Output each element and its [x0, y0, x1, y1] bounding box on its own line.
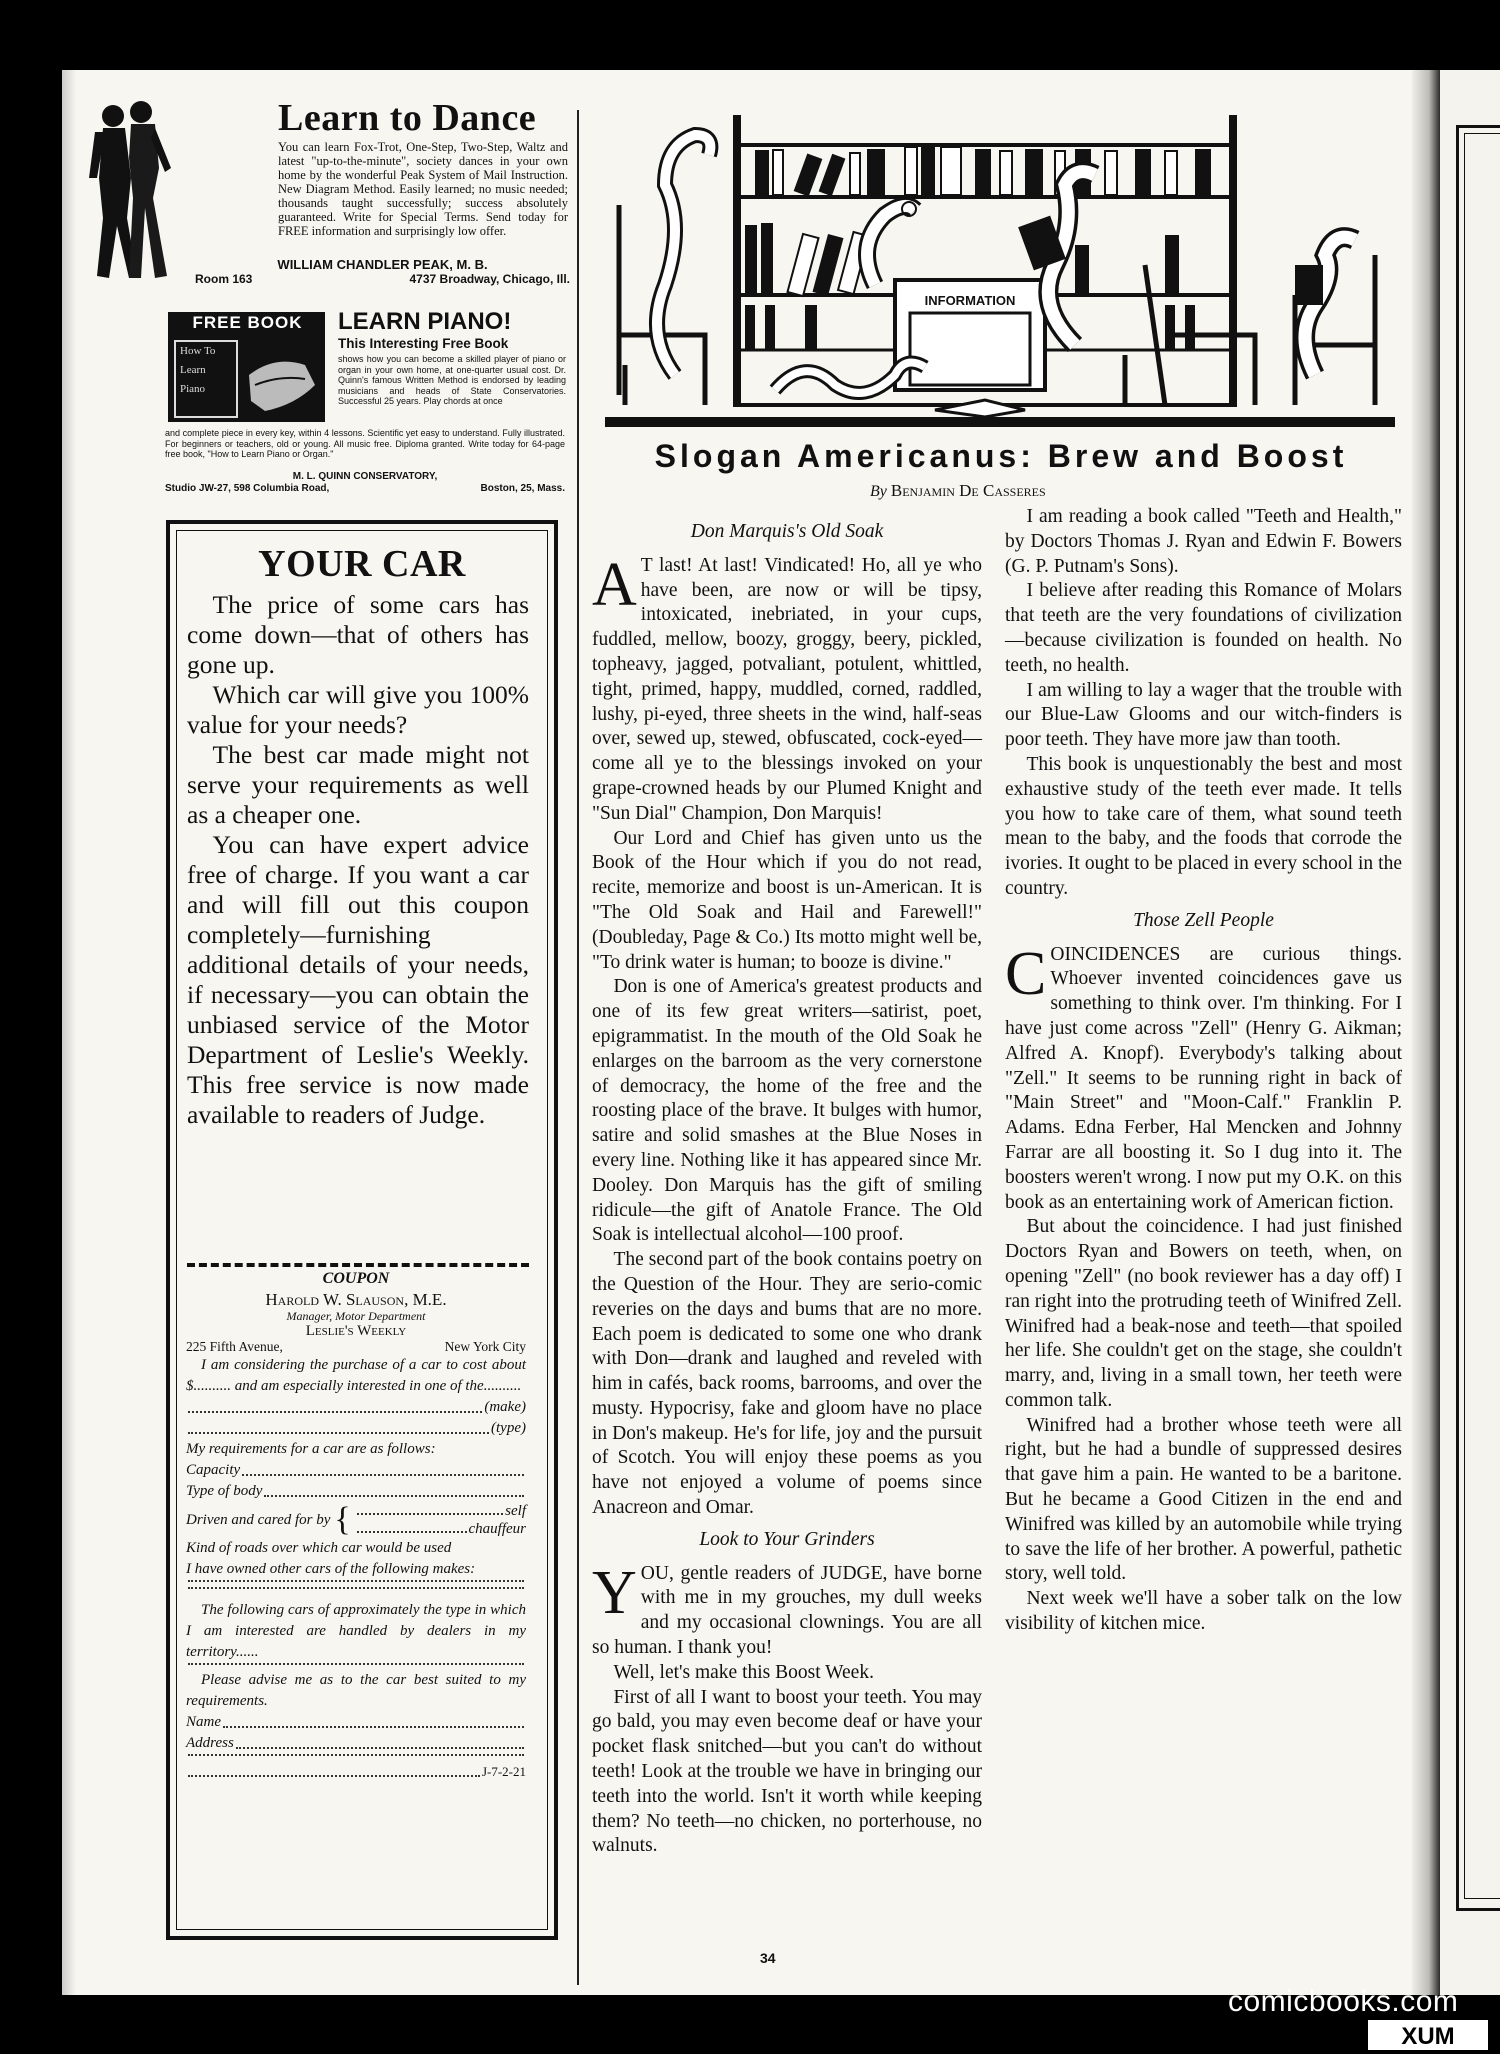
piano-ad-name: M. L. QUINN CONSERVATORY, [292, 471, 438, 482]
coupon-chauffeur-option[interactable]: chauffeur [468, 1521, 526, 1537]
coupon-requirements-label: My requirements for a car are as follows: [186, 1441, 436, 1457]
drop-cap: C [1005, 939, 1047, 1008]
coupon-make-field[interactable] [186, 1397, 526, 1418]
piano-ad-body-continued: and complete piece in every key, within 4 lessons. Scientific yet easy to understand. Fully illustrated. For beginners or teachers, old or young. All music free. Diploma granted. Write today for 64-page free book, "How to Learn Piano or Organ." [165, 428, 565, 459]
article-headline: Slogan Americanus: Brew and Boost [654, 438, 1348, 474]
article-paragraph: Winifred had a brother whose teeth were all right, but he had a bundle of suppressed desires that gave him a pain. He wanted to be a baritone. But he became a Good Citizen in the end and Winifred was killed by an automobile while trying to save the life of her brother. A powerful, pathetic story, well told. [1005, 1414, 1402, 1585]
coupon-purchase-field[interactable]: I am considering the purchase of a car to cost about $.......... and am especially interested in one of the.......... [186, 1357, 526, 1394]
article-paragraph: Our Lord and Chief has given unto us the Book of the Hour which if you do not read, recite, memorize and boost is un-American. It is "The Old Soak and Hail and Farewell!" (Doubleday, Page & Co.) Its motto might well be, "To drink water is human; to booze is divine." [592, 827, 982, 973]
coupon-body-type-label: Type of body [186, 1483, 263, 1499]
article-paragraph: I am willing to lay a wager that the trouble with our Blue-Law Glooms and our witch-finders is poor teeth. They have more jaw than tooth. [1005, 679, 1402, 751]
article-paragraph: This book is unquestionably the best and most exhaustive study of the teeth ever made. It tells you how to take care of them, what sound teeth mean to the baby, and the foods that corrode the ivories. It ought to be placed in every school in the country. [1005, 753, 1402, 899]
coupon-body-type-field[interactable] [186, 1481, 526, 1502]
coupon-name: Harold W. Slauson, M.E. [265, 1290, 447, 1309]
coupon-make-label: (make) [484, 1399, 526, 1415]
coupon-title: COUPON [322, 1270, 390, 1287]
coupon-driven-field[interactable]: Driven and cared for by { self chauffeur [186, 1501, 526, 1538]
dance-ad-title: Learn to Dance [278, 97, 537, 139]
car-ad-paragraph: Which car will give you 100% value for your needs? [187, 680, 529, 739]
coupon-owned-field[interactable]: I have owned other cars of the following makes: [186, 1561, 476, 1577]
information-sign: INFORMATION [924, 293, 1016, 308]
coupon-capacity-label: Capacity [186, 1462, 241, 1478]
coupon-code: J-7-2-21 [481, 1764, 526, 1779]
coupon-blank-line[interactable] [186, 1587, 526, 1594]
coupon-blank-line[interactable] [186, 1580, 526, 1587]
paragraph-text: T last! At last! Vindicated! Ho, all ye who have been, are now or will be tipsy, intoxicated, inebriated, in your cups, fuddled, mellow, boozy, groggy, beery, pickled, topheavy, jagged, potvaliant, potulent, whittled, tight, primed, happy, muddled, corned, raddled, lushy, pi-eyed, three sheets in the wind, half-seas over, sewed up, stewed, obfuscated, cock-eyed—come all ye to the blessings invoked on your grape-crowned heads by our Plumed Knight and "Sun Dial" Champion, Don Marquis! [592, 554, 982, 824]
piano-book-cover [174, 340, 238, 418]
car-coupon [186, 1268, 526, 1782]
dance-ad-address: 4737 Broadway, Chicago, Ill. [409, 272, 570, 286]
coupon-publication: Leslie's Weekly [305, 1323, 407, 1339]
dancing-couple-illustration [75, 98, 185, 283]
book-cover-line: Piano [180, 383, 206, 395]
page-number: 34 [760, 1950, 776, 1966]
coupon-type-field[interactable] [186, 1418, 526, 1439]
car-ad-paragraph: The best car made might not serve your requirements as well as a cheaper one. [187, 740, 529, 829]
facing-page-edge [1440, 70, 1500, 1995]
coupon-blank-line[interactable] [186, 1754, 526, 1761]
bookworm-library-illustration [605, 105, 1395, 430]
article-paragraph [592, 550, 982, 827]
section-title: Those Zell People [1133, 909, 1274, 931]
car-ad-body [187, 590, 529, 1130]
article-column-left [592, 513, 982, 1859]
piano-ad-body: shows how you can become a skilled player of piano or organ in your own home, at one-quarter usual cost. Dr. Quinn's famous Written Method is endorsed by leading musicians and heads of State Conservatories. Successful 25 years. Play chords at once [338, 354, 566, 406]
piano-ad-badge: FREE BOOK [192, 313, 303, 332]
article-paragraph [1005, 939, 1402, 1216]
coupon-city: New York City [444, 1339, 526, 1354]
piano-ad-title: LEARN PIANO! [338, 308, 512, 335]
watermark-text: comicbooks.com [1228, 1985, 1459, 2018]
coupon-code-line [186, 1761, 526, 1782]
coupon-roads-field[interactable]: Kind of roads over which car would be used [186, 1540, 452, 1556]
page-left-edge [62, 70, 76, 1995]
book-cover-line: Learn [180, 364, 206, 376]
car-ad-paragraph: You can have expert advice free of charge. If you want a car and will fill out this coupon completely—furnishing additional details of your needs, if necessary—you can obtain the unbiased service of the Motor Department of Leslie's Weekly. This free service is now made available to readers of Judge. [187, 830, 529, 1129]
coupon-self-option[interactable]: self [505, 1503, 526, 1519]
article-paragraph [592, 1558, 982, 1661]
drop-cap: A [592, 550, 637, 619]
piano-ad-subtitle: This Interesting Free Book [338, 336, 509, 351]
piano-ad-contact [165, 471, 565, 495]
drop-cap: Y [592, 1558, 637, 1627]
article-paragraph: I am reading a book called "Teeth and Health," by Doctors Thomas J. Ryan and Edwin F. Bowers (G. P. Putnam's Sons). [1005, 506, 1402, 577]
dance-ad-name: WILLIAM CHANDLER PEAK, M. B. [277, 257, 488, 272]
car-ad-paragraph: The price of some cars has come down—that of others has gone up. [187, 590, 529, 679]
coupon-capacity-field[interactable] [186, 1460, 526, 1481]
section-title: Look to Your Grinders [699, 1528, 875, 1550]
coupon-role: Manager, Motor Department [286, 1309, 426, 1323]
piano-ad-studio: Studio JW-27, 598 Columbia Road, [165, 483, 330, 494]
dance-ad-contact [195, 258, 570, 286]
car-ad-title: YOUR CAR [258, 543, 466, 585]
coupon-dealers-field[interactable]: The following cars of approximately the type in which I am interested are handled by dealers in my territory...... [186, 1602, 526, 1660]
page-binding-shadow [1412, 70, 1440, 1995]
piano-ad-city: Boston, 25, Mass. [480, 483, 565, 494]
coupon-name-label: Name [186, 1714, 221, 1730]
book-cover-line: How To [180, 345, 216, 357]
article-paragraph: Well, let's make this Boost Week. [613, 1661, 874, 1683]
article-paragraph: But about the coincidence. I had just finished Doctors Ryan and Bowers on teeth, when, on opening "Zell" (no book reviewer has a day off) I ran right into the protruding teeth of Winifred Zell. Winifred had a beak-nose and teeth—that spoiled her life. She couldn't get on the stage, she couldn't marry, and, living in a small town, her teeth were common talk. [1005, 1216, 1402, 1411]
article-byline [870, 481, 1046, 501]
article-paragraph: Next week we'll have a sober talk on the low visibility of kitchen mice. [1005, 1588, 1402, 1635]
coupon-advise-note: Please advise me as to the car best suited to my requirements. [186, 1672, 526, 1709]
section-title: Don Marquis's Old Soak [690, 521, 884, 542]
coupon-street: 225 Fifth Avenue, [186, 1339, 283, 1354]
article-paragraph: I believe after reading this Romance of Molars that teeth are the very foundations of civilization—because civilization is founded on health. No teeth, no health. [1005, 580, 1402, 676]
paragraph-text: OINCIDENCES are curious things. Whoever invented coincidences gave us something to think over. I'm thinking. For I have just come across "Zell" (Henry G. Aikman; Alfred A. Knopf). Everybody's talking about "Zell." It seems to be running right in back of "Main Street" and "Moon-Calf." Franklin P. Adams. Edna Ferber, Hal Mencken and Johnny Farrar are all boosting it. So I dug into it. The boosters weren't wrong. I now put my O.K. on this book as an entertaining work of American fiction. [1005, 943, 1402, 1213]
dance-ad-body: You can learn Fox-Trot, One-Step, Two-Step, Waltz and latest "up-to-the-minute", society dances in your own home by the wonderful Peak System of Mail Instruction. New Diagram Method. Easily learned; no music needed; thousands taught successfully; success absolutely guaranteed. Write for Special Terms. Send today for FREE information and surprisingly low offer. [278, 140, 568, 238]
coupon-driven-label: Driven and cared for by [186, 1511, 331, 1528]
coupon-address-field[interactable] [186, 1733, 526, 1754]
paragraph-text: OU, gentle readers of JUDGE, have borne with me in my grouches, my dull weeks and my occasional clownings. You are all so human. I thank you! [592, 1562, 982, 1659]
facing-page-inner-border [1464, 133, 1500, 1899]
coupon-blank-line[interactable] [186, 1663, 526, 1670]
article-paragraph: Don is one of America's greatest products and one of its few great writers—satirist, poet, epigrammatist. In the mouth of the Old Soak he enlarges on the barroom as the very cornerstone of democracy, the home of the free and the roosting place of the brave. It bulges with humor, satire and solid smashes at the Blue Noses in every line. Nothing like it has appeared since Mr. Dooley. Don Marquis has the gift of smiling ridicule—the gift of Anatole France. The Old Soak is intellectual alcohol—100 proof. [592, 976, 982, 1246]
dance-ad-room: Room 163 [195, 272, 253, 286]
coupon-address-label: Address [186, 1735, 234, 1751]
hand-holding-book-icon [245, 345, 321, 417]
corner-tag: XUM [1368, 2020, 1488, 2050]
coupon-type-label: (type) [491, 1420, 526, 1436]
article-paragraph: The second part of the book contains poetry on the Question of the Hour. They are serio-comic reveries on the days and bums that are no more. Each poem is dedicated to some one who drank with Don—drank and laughed and reveled with him in cafés, back rooms, barrooms, and over the musty. Hypocrisy, fake and gloom have no place in Don's makeup. He's for life, joy and the pursuit of Scotch. You will enjoy these poems as you have not enjoyed a volume of poems since Anacreon and Omar. [592, 1249, 982, 1519]
byline-author: Benjamin De Casseres [890, 481, 1046, 500]
article-paragraph: First of all I want to boost your teeth. You may go bald, you may even become deaf or have your pocket flask snitched—but you can't do without teeth! Look at the trouble we have in bringing our teeth into the world. Isn't it worth while keeping them? No teeth—no chicken, no porterhouse, no walnuts. [592, 1686, 982, 1857]
article-column-right [1005, 505, 1402, 1637]
column-rule [577, 110, 579, 1985]
byline-prefix: By [870, 483, 887, 500]
coupon-name-field[interactable] [186, 1712, 526, 1733]
coupon-cut-line [187, 1263, 529, 1267]
